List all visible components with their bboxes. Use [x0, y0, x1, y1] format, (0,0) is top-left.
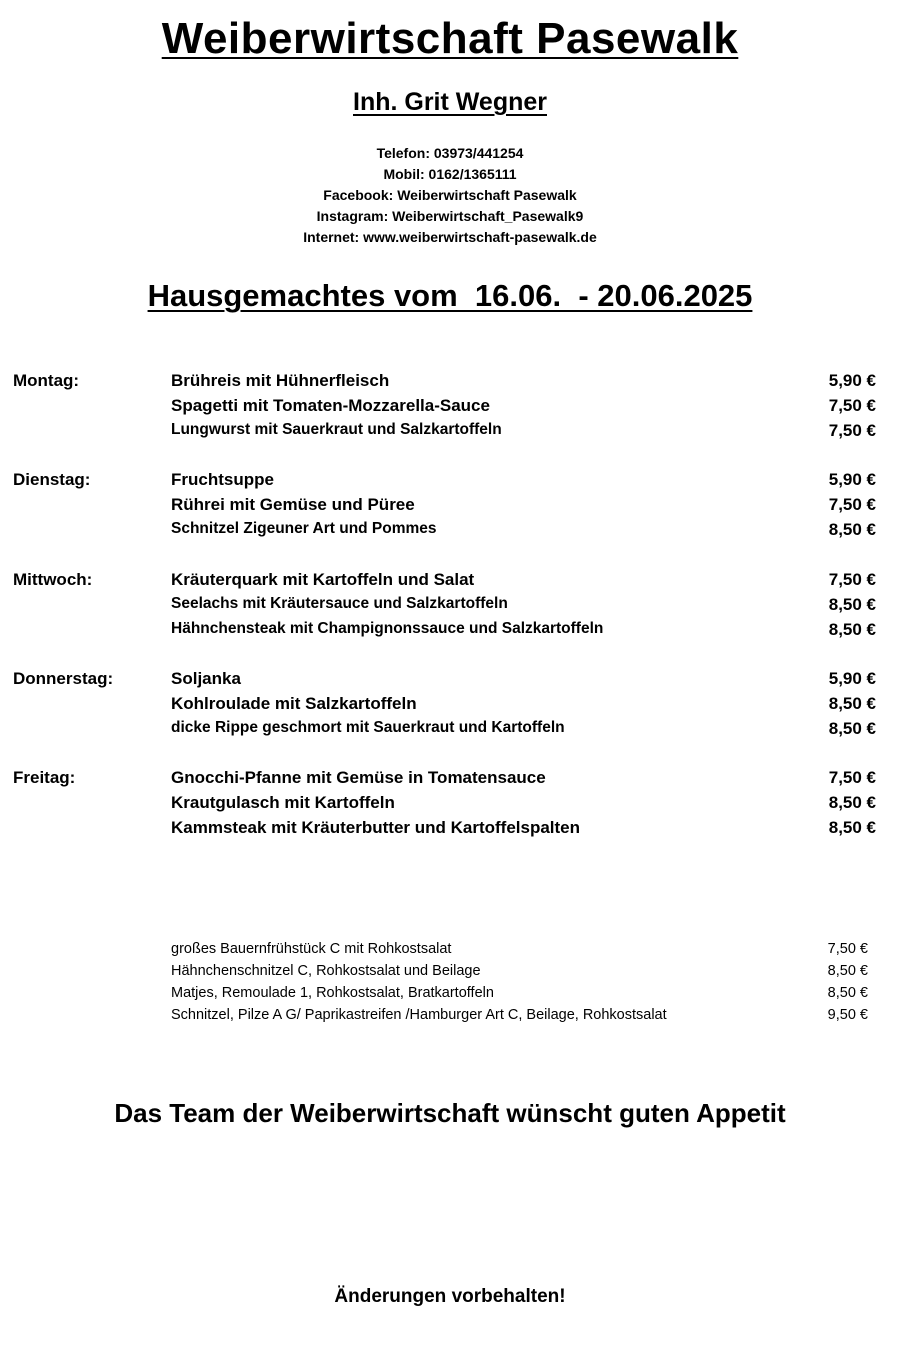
day-label-montag: Montag:: [13, 371, 80, 390]
week-heading: [0, 278, 900, 314]
dish-item: Rührei mit Gemüse und Püree: [171, 495, 415, 514]
dish-price: 5,90 €: [828, 470, 876, 489]
dish-price: 7,50 €: [828, 396, 876, 415]
day-label-mittwoch: Mittwoch:: [13, 570, 93, 589]
dish-item: Kohlroulade mit Salzkartoffeln: [171, 694, 417, 713]
dish-price: 8,50 €: [828, 818, 876, 837]
contact-phone: Telefon: 03973/441254: [376, 145, 524, 161]
extra-item: Hähnchenschnitzel C, Rohkostsalat und Beilage: [171, 963, 481, 979]
dish-item: Lungwurst mit Sauerkraut und Salzkartoffeln: [171, 421, 502, 438]
owner-line: [0, 88, 900, 117]
dish-item: Brühreis mit Hühnerfleisch: [171, 371, 390, 390]
dish-price: 7,50 €: [828, 768, 876, 787]
dish-price: 7,50 €: [828, 495, 876, 514]
dish-item: Gnocchi-Pfanne mit Gemüse in Tomatensauce: [171, 768, 546, 787]
dish-item: Kräuterquark mit Kartoffeln und Salat: [171, 570, 475, 589]
dish-price: 8,50 €: [828, 620, 876, 639]
contact-mobile: Mobil: 0162/1365111: [383, 166, 517, 182]
extra-price: 7,50 €: [827, 941, 868, 957]
dish-price: 8,50 €: [828, 793, 876, 812]
dish-item: Schnitzel Zigeuner Art und Pommes: [171, 520, 437, 537]
extra-item: Matjes, Remoulade 1, Rohkostsalat, Bratkartoffeln: [171, 985, 494, 1001]
dish-price: 7,50 €: [828, 421, 876, 440]
contact-facebook: Facebook: Weiberwirtschaft Pasewalk: [323, 187, 577, 203]
dish-item: Hähnchensteak mit Champignonssauce und Salzkartoffeln: [171, 620, 604, 637]
restaurant-title: [0, 14, 900, 64]
dish-item: Krautgulasch mit Kartoffeln: [171, 793, 395, 812]
week-heading-text: Hausgemachtes vom 16.06. - 20.06.2025: [147, 278, 753, 313]
extra-price: 8,50 €: [827, 963, 868, 979]
dish-price: 8,50 €: [828, 520, 876, 539]
disclaimer-note: Änderungen vorbehalten!: [334, 1286, 566, 1307]
dish-item: Soljanka: [171, 669, 241, 688]
dish-item: dicke Rippe geschmort mit Sauerkraut und Kartoffeln: [171, 719, 565, 736]
dish-item: Fruchtsuppe: [171, 470, 274, 489]
closing-greeting: Das Team der Weiberwirtschaft wünscht guten Appetit: [114, 1098, 786, 1128]
contact-instagram: Instagram: Weiberwirtschaft_Pasewalk9: [316, 208, 584, 224]
day-label-freitag: Freitag:: [13, 768, 76, 787]
dish-price: 5,90 €: [828, 669, 876, 688]
day-label-donnerstag: Donnerstag:: [13, 669, 114, 688]
dish-price: 8,50 €: [828, 595, 876, 614]
dish-item: Seelachs mit Kräutersauce und Salzkartoffeln: [171, 595, 508, 612]
extra-item: großes Bauernfrühstück C mit Rohkostsalat: [171, 941, 452, 957]
extra-price: 8,50 €: [827, 985, 868, 1001]
contact-block: [0, 143, 900, 248]
day-label-dienstag: Dienstag:: [13, 470, 91, 489]
owner-text: Inh. Grit Wegner: [353, 88, 547, 116]
dish-price: 8,50 €: [828, 719, 876, 738]
extra-item: Schnitzel, Pilze A G/ Paprikastreifen /Hamburger Art C, Beilage, Rohkostsalat: [171, 1007, 667, 1023]
contact-website: Internet: www.weiberwirtschaft-pasewalk.de: [303, 229, 597, 245]
dish-item: Kammsteak mit Kräuterbutter und Kartoffelspalten: [171, 818, 581, 837]
dish-item: Spagetti mit Tomaten-Mozzarella-Sauce: [171, 396, 490, 415]
restaurant-title-text: Weiberwirtschaft Pasewalk: [161, 14, 739, 63]
dish-price: 5,90 €: [828, 371, 876, 390]
dish-price: 7,50 €: [828, 570, 876, 589]
extra-price: 9,50 €: [827, 1007, 868, 1023]
dish-price: 8,50 €: [828, 694, 876, 713]
